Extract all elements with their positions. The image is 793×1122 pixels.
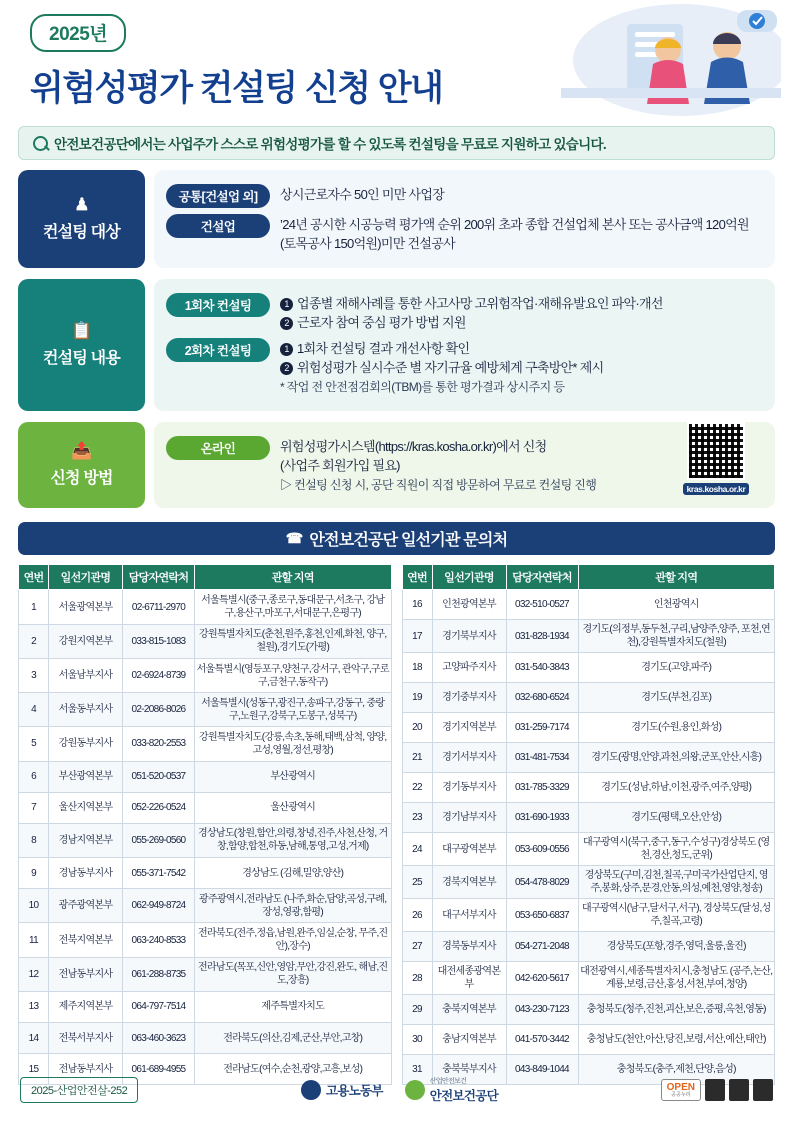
th-org: 일선기관명 xyxy=(49,565,123,590)
cell-org: 충북지역본부 xyxy=(432,995,506,1025)
cell-area: 경기도(수원,용인,화성) xyxy=(578,713,775,743)
block-content-label xyxy=(18,279,145,411)
cell-no: 29 xyxy=(402,995,432,1025)
method-note: ▷ 컨설팅 신청 시, 공단 직원이 직접 방문하여 무료로 컨설팅 진행 xyxy=(280,477,597,492)
contact-table-left xyxy=(18,564,392,1085)
cell-no: 26 xyxy=(402,899,432,932)
cell-tel: 031-785-3329 xyxy=(506,773,578,803)
open-badge-sub: 공공누리 xyxy=(671,1091,691,1098)
cell-no: 16 xyxy=(402,590,432,620)
table-row xyxy=(402,590,775,620)
cell-org: 제주지역본부 xyxy=(49,991,123,1022)
cell-org: 전남동부지사 xyxy=(49,957,123,991)
cell-area: 부산광역시 xyxy=(195,761,392,792)
pill-session-1: 1회차 컨설팅 xyxy=(166,293,270,317)
block-method-body xyxy=(154,422,775,509)
cell-tel: 061-288-8735 xyxy=(123,957,195,991)
table-row xyxy=(402,899,775,932)
contact-title: 안전보건공단 일선기관 문의처 xyxy=(309,532,508,550)
cell-tel: 02-2086-8026 xyxy=(123,693,195,727)
th-no: 연번 xyxy=(19,565,49,590)
contact-table-right xyxy=(402,564,776,1085)
cell-org: 경기서부지사 xyxy=(432,743,506,773)
page-title: 위험성평가 컨설팅 신청 안내 xyxy=(30,69,443,108)
page-footer xyxy=(0,1066,793,1114)
agency-sub-label: 산업안전보건 xyxy=(429,1078,467,1085)
session-2-items xyxy=(280,338,603,397)
cell-tel: 033-820-2553 xyxy=(123,727,195,761)
cell-no: 28 xyxy=(402,962,432,995)
cell-org: 대구서부지사 xyxy=(432,899,506,932)
block-row xyxy=(166,436,763,495)
cell-no: 30 xyxy=(402,1025,432,1055)
cell-area: 경상북도(포항,경주,영덕,울릉,울진) xyxy=(578,932,775,962)
table-body-right xyxy=(402,590,775,1085)
pill-common: 공통[건설업 외] xyxy=(166,184,270,208)
cell-tel: 063-240-8533 xyxy=(123,923,195,957)
ministry-label: 고용노동부 xyxy=(325,1084,383,1098)
table-row xyxy=(402,1025,775,1055)
cell-area: 경상남도 (김해,밀양,양산) xyxy=(195,858,392,889)
block-target-label xyxy=(18,170,145,268)
cell-area: 전라북도(의산,김제,군산,부안,고창) xyxy=(195,1023,392,1054)
bullet-number: 2 xyxy=(280,317,293,330)
cell-tel: 055-371-7542 xyxy=(123,858,195,889)
cell-no: 14 xyxy=(19,1023,49,1054)
cell-area: 서울특별시(성동구,광진구,송파구,강동구, 중랑구,노원구,강북구,도봉구,성북구) xyxy=(195,693,392,727)
table-row xyxy=(402,773,775,803)
clipboard-icon: 📋 xyxy=(71,320,92,340)
table-row xyxy=(19,761,392,792)
cell-tel: 043-849-1044 xyxy=(506,1055,578,1085)
cell-area: 경기도(광명,안양,과천,의왕,군포,안산,시흥) xyxy=(578,743,775,773)
cell-tel: 062-949-8724 xyxy=(123,889,195,923)
table-row xyxy=(19,1023,392,1054)
cell-org: 경기동부지사 xyxy=(432,773,506,803)
cell-tel: 054-478-8029 xyxy=(506,866,578,899)
cell-area: 충청남도(천안,아산,당진,보령,서산,예산,태안) xyxy=(578,1025,775,1055)
footer-badges xyxy=(661,1079,773,1102)
year-badge: 2025년 xyxy=(30,14,126,52)
cell-no: 20 xyxy=(402,713,432,743)
cell-no: 5 xyxy=(19,727,49,761)
cell-tel: 042-620-5617 xyxy=(506,962,578,995)
block-content xyxy=(18,279,775,411)
cell-area: 충청북도(청주,진천,괴산,보은,증평,옥천,영동) xyxy=(578,995,775,1025)
cell-org: 경기남부지사 xyxy=(432,803,506,833)
block-content-label-text: 컨설팅 내용 xyxy=(43,349,120,367)
cell-tel: 031-540-3843 xyxy=(506,653,578,683)
block-method-label xyxy=(18,422,145,509)
cell-org: 대구광역본부 xyxy=(432,833,506,866)
cell-org: 전북서부지사 xyxy=(49,1023,123,1054)
cell-area: 전라남도(여수,순천,광양,고흥,보성) xyxy=(195,1054,392,1085)
session-1-item-2: 근로자 참여 중심 평가 방법 지원 xyxy=(297,314,466,330)
block-method xyxy=(18,422,775,509)
block-content-body xyxy=(154,279,775,411)
cell-tel: 031-690-1933 xyxy=(506,803,578,833)
hero-illustration xyxy=(531,2,781,120)
open-badge-text: OPEN xyxy=(666,1081,695,1093)
cell-no: 21 xyxy=(402,743,432,773)
cell-area: 서울특별시(영등포구,양천구,강서구, 관악구,구로구,금천구,동작구) xyxy=(195,658,392,692)
cell-tel: 032-510-0527 xyxy=(506,590,578,620)
table-row xyxy=(19,858,392,889)
th-area: 관할 지역 xyxy=(578,565,775,590)
cell-org: 광주광역본부 xyxy=(49,889,123,923)
license-icon-1 xyxy=(705,1079,725,1101)
pill-online: 온라인 xyxy=(166,436,270,460)
bullet-number: 1 xyxy=(280,343,293,356)
cell-org: 강원동부지사 xyxy=(49,727,123,761)
cell-no: 2 xyxy=(19,624,49,658)
ministry-mark-icon xyxy=(301,1080,321,1100)
cell-no: 17 xyxy=(402,620,432,653)
block-row xyxy=(166,184,763,208)
table-row xyxy=(402,620,775,653)
search-icon xyxy=(33,136,48,151)
pill-session-2: 2회차 컨설팅 xyxy=(166,338,270,362)
th-tel: 담당자연락처 xyxy=(506,565,578,590)
table-row xyxy=(402,683,775,713)
cell-no: 23 xyxy=(402,803,432,833)
cell-org: 경기북부지사 xyxy=(432,620,506,653)
person-icon: ♟ xyxy=(74,194,89,214)
phone-icon: ☎ xyxy=(285,530,303,547)
cell-org: 경북동부지사 xyxy=(432,932,506,962)
cell-org: 서울동부지사 xyxy=(49,693,123,727)
pill-construction: 건설업 xyxy=(166,214,270,238)
table-header-row xyxy=(402,565,775,590)
cell-tel: 063-460-3623 xyxy=(123,1023,195,1054)
table-row xyxy=(19,923,392,957)
table-row xyxy=(19,957,392,991)
cell-area: 경기도(성남,하남,이천,광주,여주,양평) xyxy=(578,773,775,803)
cell-no: 25 xyxy=(402,866,432,899)
qr-caption: kras.kosha.or.kr xyxy=(683,483,749,495)
table-header-row xyxy=(19,565,392,590)
table-row xyxy=(19,991,392,1022)
cell-area: 경기도(부천,김포) xyxy=(578,683,775,713)
cell-area: 울산광역시 xyxy=(195,792,392,823)
cell-area: 대구광역시(남구,달서구,서구), 경상북도(달성,성주,칠곡,고령) xyxy=(578,899,775,932)
method-text-group xyxy=(280,436,596,495)
table-row xyxy=(19,658,392,692)
table-row xyxy=(19,889,392,923)
cell-no: 9 xyxy=(19,858,49,889)
agency-label: 안전보건공단 xyxy=(429,1089,499,1103)
cell-area: 경기도(평택,오산,안성) xyxy=(578,803,775,833)
ministry-logo xyxy=(301,1080,383,1100)
block-target xyxy=(18,170,775,268)
cell-tel: 053-650-6837 xyxy=(506,899,578,932)
th-tel: 담당자연락처 xyxy=(123,565,195,590)
cell-no: 12 xyxy=(19,957,49,991)
cell-area: 전라북도(전주,정읍,남원,완주,임실,순창, 무주,진안),장수) xyxy=(195,923,392,957)
cell-no: 7 xyxy=(19,792,49,823)
info-blocks xyxy=(18,170,775,508)
table-row xyxy=(19,693,392,727)
agency-label-group xyxy=(430,1076,498,1104)
cell-tel: 051-520-0537 xyxy=(123,761,195,792)
cell-org: 서울광역본부 xyxy=(49,590,123,624)
cell-org: 전남동부지사 xyxy=(49,1054,123,1085)
cell-no: 11 xyxy=(19,923,49,957)
table-row xyxy=(402,653,775,683)
cell-tel: 052-226-0524 xyxy=(123,792,195,823)
cell-no: 10 xyxy=(19,889,49,923)
open-license-badge xyxy=(661,1079,701,1102)
contact-section-header xyxy=(18,522,775,555)
block-target-body xyxy=(154,170,775,268)
cell-no: 18 xyxy=(402,653,432,683)
cell-area: 광주광역시,전라남도 (나주,화순,담양,곡성,구례,장성,영광,함평) xyxy=(195,889,392,923)
cell-org: 대전세종광역본부 xyxy=(432,962,506,995)
cell-org: 서울남부지사 xyxy=(49,658,123,692)
cell-no: 6 xyxy=(19,761,49,792)
th-area: 관할 지역 xyxy=(195,565,392,590)
cell-org: 충북북부지사 xyxy=(432,1055,506,1085)
cell-area: 강원특별자치도(강릉,속초,동해,태백,삼척, 양양,고성,영월,정선,평창) xyxy=(195,727,392,761)
cell-tel: 041-570-3442 xyxy=(506,1025,578,1055)
footer-logos xyxy=(138,1076,660,1104)
cell-org: 경북지역본부 xyxy=(432,866,506,899)
block-method-label-text: 신청 방법 xyxy=(50,470,113,488)
license-icon-2 xyxy=(729,1079,749,1101)
table-row xyxy=(402,866,775,899)
cell-tel: 02-6711-2970 xyxy=(123,590,195,624)
cell-area: 경상북도(구미,김천,칠곡,구미국가산업단지, 영주,봉화,상주,문경,안동,의성,예천,영양,청송) xyxy=(578,866,775,899)
agency-mark-icon xyxy=(405,1080,425,1100)
row-text-common: 상시근로자수 50인 미만 사업장 xyxy=(280,187,445,202)
session-1-items xyxy=(280,293,663,333)
cell-org: 부산광역본부 xyxy=(49,761,123,792)
cell-no: 15 xyxy=(19,1054,49,1085)
cell-org: 강원지역본부 xyxy=(49,624,123,658)
cell-area: 서울특별시(중구,종로구,동대문구,서초구, 강남구,용산구,마포구,서대문구,은평구) xyxy=(195,590,392,624)
cell-no: 1 xyxy=(19,590,49,624)
contact-tables xyxy=(18,564,775,1085)
qr-code-block[interactable] xyxy=(683,422,749,495)
cell-area: 대구광역시(북구,중구,동구,수성구)경상북도 (영천,경산,청도,군위) xyxy=(578,833,775,866)
cell-org: 전북지역본부 xyxy=(49,923,123,957)
table-row xyxy=(19,624,392,658)
cell-tel: 061-689-4955 xyxy=(123,1054,195,1085)
cell-tel: 055-269-0560 xyxy=(123,823,195,857)
table-row xyxy=(19,792,392,823)
cell-area: 전라남도(목포,신안,영암,무안,강진,완도, 해남,진도,장흥) xyxy=(195,957,392,991)
cell-org: 울산지역본부 xyxy=(49,792,123,823)
table-body-left xyxy=(19,590,392,1085)
cell-tel: 053-609-0556 xyxy=(506,833,578,866)
bullet-number: 1 xyxy=(280,298,293,311)
cell-tel: 043-230-7123 xyxy=(506,995,578,1025)
session-1-item-1: 업종별 재해사례를 통한 사고사망 고위험작업·재해유발요인 파악·개선 xyxy=(297,295,663,311)
cell-org: 경남동부지사 xyxy=(49,858,123,889)
subtitle-bar xyxy=(18,126,775,160)
table-row xyxy=(402,803,775,833)
block-row xyxy=(166,293,763,333)
agency-logo xyxy=(405,1076,498,1104)
cell-tel: 054-271-2048 xyxy=(506,932,578,962)
cell-area: 대전광역시,세종특별자치시,충청남도 (공주,논산,계룡,보령,금산,홍성,서천,부여,청양) xyxy=(578,962,775,995)
table-row xyxy=(402,833,775,866)
cell-tel: 031-481-7534 xyxy=(506,743,578,773)
cell-tel: 033-815-1083 xyxy=(123,624,195,658)
table-row xyxy=(402,995,775,1025)
cell-tel: 032-680-6524 xyxy=(506,683,578,713)
cell-area: 강원특별자치도(춘천,원주,홍천,인제,화천, 양구,철원),경기도(가평) xyxy=(195,624,392,658)
cell-no: 24 xyxy=(402,833,432,866)
cell-no: 8 xyxy=(19,823,49,857)
table-row xyxy=(402,713,775,743)
th-org: 일선기관명 xyxy=(432,565,506,590)
cell-no: 13 xyxy=(19,991,49,1022)
cell-no: 27 xyxy=(402,932,432,962)
table-row xyxy=(402,962,775,995)
cell-org: 인천광역본부 xyxy=(432,590,506,620)
session-2-item-2: 위험성평가 실시수준 별 자기규율 예방체계 구축방안* 제시 xyxy=(297,360,604,376)
cell-no: 4 xyxy=(19,693,49,727)
cell-tel: 064-797-7514 xyxy=(123,991,195,1022)
document-code: 2025-산업안전살-252 xyxy=(20,1077,138,1103)
cell-org: 경기지역본부 xyxy=(432,713,506,743)
cell-area: 경기도(고양,파주) xyxy=(578,653,775,683)
table-row xyxy=(19,823,392,857)
cell-org: 경기중부지사 xyxy=(432,683,506,713)
table-row xyxy=(19,727,392,761)
cell-area: 경상남도(창원,함안,의령,창녕,진주,사천,산청, 거창,함양,합천,하동,남해,통영,고성,거제) xyxy=(195,823,392,857)
bullet-number: 2 xyxy=(280,362,293,375)
cell-area: 경기도(의정부,동두천,구리,남양주,양주, 포천,연천),강원특별자치도(철원) xyxy=(578,620,775,653)
cell-no: 31 xyxy=(402,1055,432,1085)
table-row xyxy=(402,932,775,962)
cell-tel: 031-828-1934 xyxy=(506,620,578,653)
row-text-construction: ’24년 공시한 시공능력 평가액 순위 200위 초과 종합 건설업체 본사 또는 공사금액 120억원(토목공사 150억원)미만 건설공사 xyxy=(280,217,749,251)
block-target-label-text: 컨설팅 대상 xyxy=(43,223,120,241)
apply-icon: 📤 xyxy=(71,441,92,461)
cell-area: 제주특별자치도 xyxy=(195,991,392,1022)
qr-code-image[interactable] xyxy=(687,422,745,480)
method-text-1: 위험성평가시스템(https://kras.kosha.or.kr)에서 신청 xyxy=(280,438,547,454)
cell-tel: 031-259-7174 xyxy=(506,713,578,743)
session-2-note: * 작업 전 안전점검회의(TBM)를 통한 평가결과 상시주지 등 xyxy=(280,380,565,395)
cell-area: 인천광역시 xyxy=(578,590,775,620)
block-row xyxy=(166,214,763,254)
block-row xyxy=(166,338,763,397)
cell-org: 충남지역본부 xyxy=(432,1025,506,1055)
cell-area: 충청북도(충주,제천,단양,음성) xyxy=(578,1055,775,1085)
table-row xyxy=(19,590,392,624)
page-header xyxy=(0,0,793,120)
cell-tel: 02-6924-8739 xyxy=(123,658,195,692)
cell-org: 경남지역본부 xyxy=(49,823,123,857)
subtitle-text: 안전보건공단에서는 사업주가 스스로 위험성평가를 할 수 있도록 컨설팅을 무료로 지원하고 있습니다. xyxy=(54,137,606,152)
cell-no: 19 xyxy=(402,683,432,713)
session-2-item-1: 1회차 컨설팅 결과 개선사항 확인 xyxy=(297,341,470,357)
table-row xyxy=(402,743,775,773)
th-no: 연번 xyxy=(402,565,432,590)
cell-no: 3 xyxy=(19,658,49,692)
cell-org: 고양파주지사 xyxy=(432,653,506,683)
method-text-2: (사업주 회원가입 필요) xyxy=(280,457,400,473)
cell-no: 22 xyxy=(402,773,432,803)
license-icon-3 xyxy=(753,1079,773,1101)
